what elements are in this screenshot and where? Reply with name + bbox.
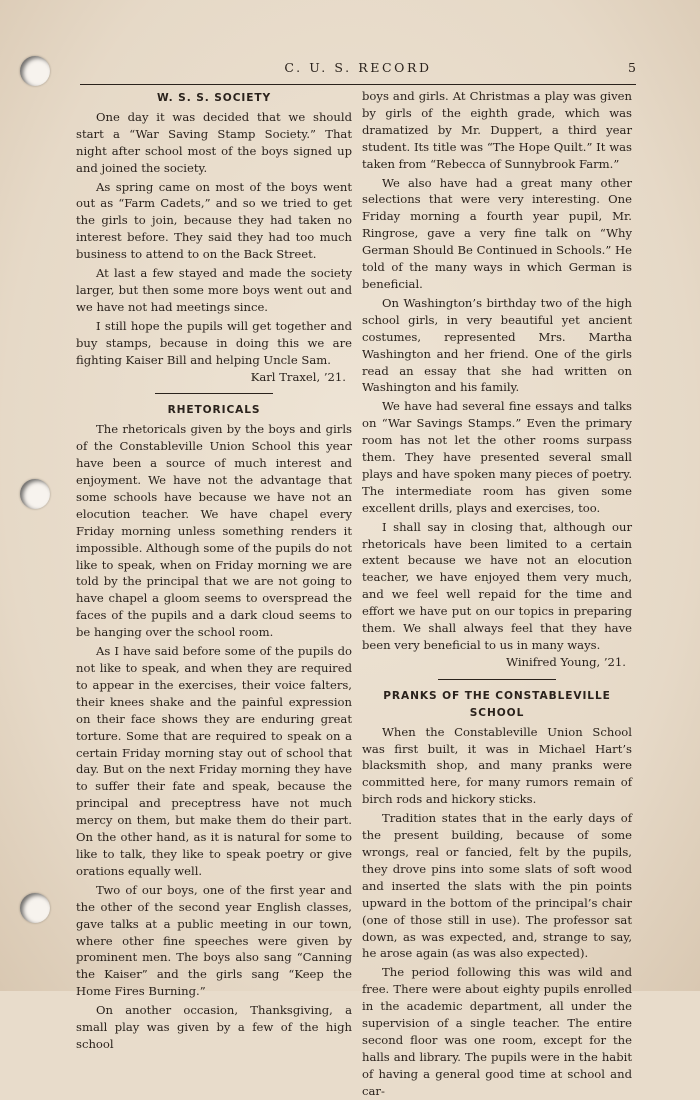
running-header: [80, 60, 636, 82]
punch-hole: [20, 479, 50, 509]
author-signature: Winifred Young, ’21.: [506, 654, 626, 669]
right-column: [362, 88, 632, 1100]
paragraph: Tradition states that in the early days of the present building, because of some wrongs, real or fancied, felt by the pupils, they drove pins into some slats of soft wood and inserted the slats with the pin points upward in the bottom of the principal’s chair (one of those still in use). The professor sat down, as was expected, and, strange to say, he arose again (as was also expected).: [362, 811, 632, 961]
page-number: 5: [628, 60, 636, 75]
paragraph: As I have said before some of the pupils do not like to speak, and when they are required to appear in the exercises, their voice falters, their knees shake and the painful expression on their face shows they are enduring great torture. Some that are required to speak on a certain Friday morning stay out of school that day. But on the next Friday morning they have to suffer their fate and speak, because the principal and preceptress have not much mercy on them, but make them do their part. On the other hand, as it is natural for some to like to talk, they like to speak poetry or give orations equally well.: [76, 644, 352, 878]
heading-line: PRANKS OF THE CONSTABLEVILLE: [383, 689, 611, 702]
paragraph: I shall say in closing that, although our rhetoricals have been limited to a certain extent because we have not an elocution teacher, we have enjoyed them very much, and we feel well repaid for the time and effort we have put on our topics in preparing them. We shall always feel that they have been very beneficial to us in many ways.: [362, 519, 632, 652]
paragraph: One day it was decided that we should start a “War Saving Stamp Society.” That night after school most of the boys signed up and joined the society.: [76, 109, 352, 175]
section-divider: [438, 679, 556, 680]
left-column: [76, 88, 352, 1053]
author-signature: Karl Traxel, ’21.: [250, 369, 346, 384]
paragraph: The rhetoricals given by the boys and girls of the Constableville Union School this year have been a source of much interest and enjoyment. We have not the advantage that some schools have because we have not an elocution teacher. We have chapel every Friday morning unless something renders it impossible. Although some of the pupils do not like to speak, when on Friday morning we are told by the principal that we are not going to have chapel a gloom seems to overspread the faces of the pupils and a dark cloud seems to be hanging over the school room.: [76, 422, 352, 640]
section-divider: [155, 393, 273, 394]
heading-line: SCHOOL: [469, 706, 525, 719]
section-heading-wss: W. S. S. SOCIETY: [156, 92, 272, 104]
paragraph: On another occasion, Thanksgiving, a small play was given by a few of the high school: [76, 1003, 352, 1051]
paragraph: We have had several fine essays and talks on “War Savings Stamps.” Even the primary room has not let the other rooms surpass them. They have presented several small plays and have spoken many pieces of poetry. The intermediate room has given some excellent drills, plays and exercises, too.: [362, 399, 632, 515]
paragraph: At last a few stayed and made the society larger, but then some more boys went out and we have not had meetings since.: [76, 266, 352, 314]
punch-hole: [20, 893, 50, 923]
paragraph: Two of our boys, one of the first year and the other of the second year English classes, gave talks at a public meeting in our town, where other fine speeches were given by prominent men. The boys also sang “Canning the Kaiser” and the girls sang “Keep the Home Fires Burning.”: [76, 882, 352, 999]
section-heading-rhetoricals: RHETORICALS: [167, 404, 261, 417]
paragraph: When the Constableville Union School was first built, it was in Michael Hart’s blacksmith shop, and many pranks were committed here, for many rumors remain of birch rods and hickory sticks.: [362, 724, 632, 807]
publication-title: C. U. S. RECORD: [284, 60, 432, 75]
paragraph: The period following this was wild and free. There were about eighty pupils enrolled in the academic department, all under the supervision of a single teacher. The entire second floor was one room, except for the halls and library. The pupils were in the habit of having a general good time at school and car-: [362, 965, 632, 1098]
paragraph: I still hope the pupils will get together and buy stamps, because in doing this we are fighting Kaiser Bill and helping Uncle Sam.: [76, 318, 352, 367]
paragraph: We also have had a great many other selections that were very interesting. One Friday morning a fourth year pupil, Mr. Ringrose, gave a very fine talk on “Why German Should Be Continued in Schools.” He told of the many ways in which German is beneficial.: [362, 175, 632, 291]
paragraph: As spring came on most of the boys went out as “Farm Cadets,” and so we tried to get the girls to join, because they had taken no interest before. They said they had too much business to attend to on the Back Street.: [76, 179, 352, 262]
section-heading-pranks: [362, 688, 632, 722]
paragraph: On Washington’s birthday two of the high school girls, in very beautiful yet ancient costumes, represented Mrs. Martha Washington and her friend. One of the girls read an essay that she had written on Washington and his family.: [362, 295, 632, 395]
punch-hole: [20, 56, 50, 86]
header-rule: [80, 84, 636, 85]
paragraph-continuation: boys and girls. At Christmas a play was given by girls of the eighth grade, which was dramatized by Mr. Duppert, a third year student. Its title was “The Hope Quilt.” It was taken from “Rebecca of Sunnybrook Farm.”: [362, 89, 632, 171]
